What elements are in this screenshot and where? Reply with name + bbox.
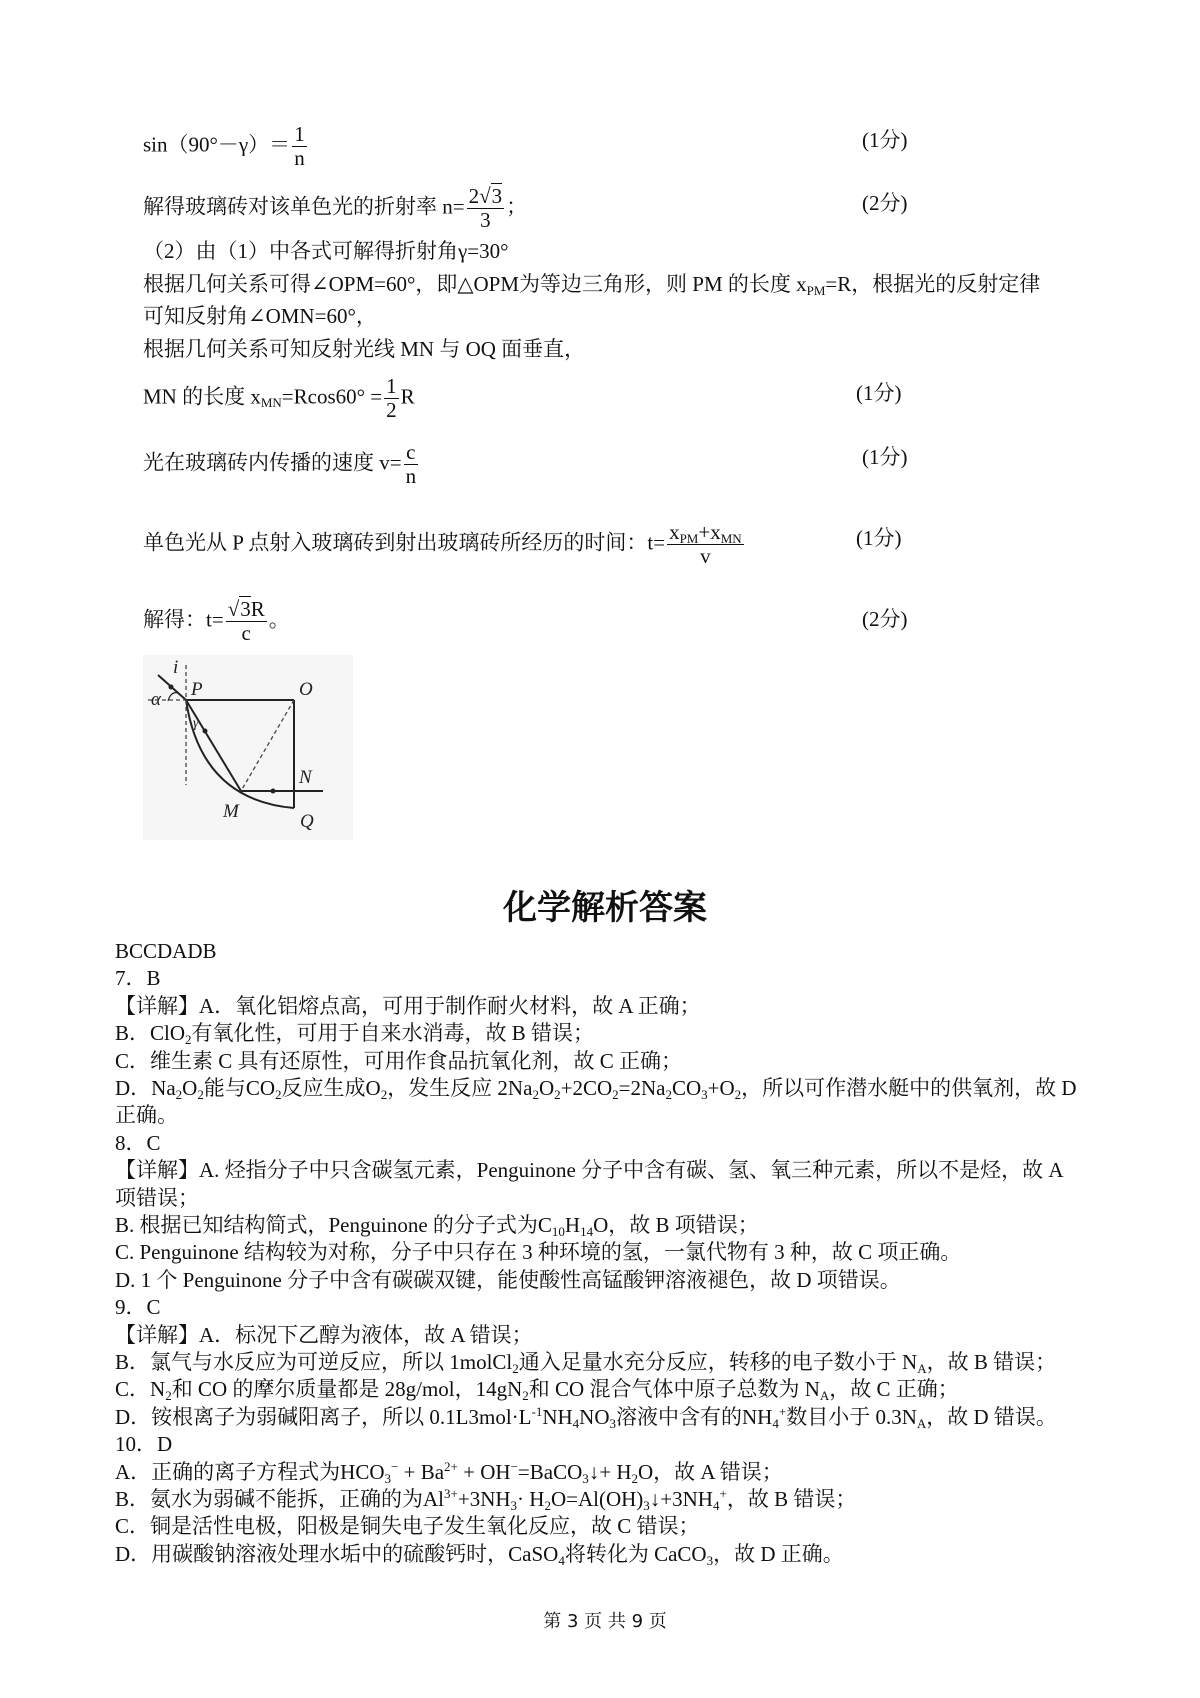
text-run: 溶液中含有的NH xyxy=(616,1404,773,1429)
text-run: 有氧化性，可用于自来水消毒，故 B 错误； xyxy=(191,1021,595,1046)
text-run: +3NH xyxy=(457,1487,511,1511)
chemistry-line xyxy=(115,1541,844,1567)
subscript: 3 xyxy=(384,1470,392,1486)
text-run: v xyxy=(700,544,711,568)
text-run: 可知反射角∠OMN=60°， xyxy=(143,304,377,328)
physics-line xyxy=(143,124,309,169)
superscript: -1 xyxy=(531,1403,543,1419)
text-run: 反应生成O xyxy=(281,1076,381,1100)
text-run: c xyxy=(241,621,251,645)
text-run: R xyxy=(400,384,415,409)
text-run: sin（90°－γ）＝ xyxy=(143,132,291,157)
chemistry-line xyxy=(115,1486,856,1512)
text-run: n xyxy=(405,464,417,488)
superscript: − xyxy=(510,1458,518,1474)
text-run: NO xyxy=(579,1404,610,1429)
text-run: 能与CO xyxy=(203,1076,276,1100)
text-run: 7．B xyxy=(115,966,161,991)
physics-line xyxy=(143,303,377,329)
text-run: ，故 B 错误； xyxy=(926,1350,1057,1374)
subscript: MN xyxy=(260,395,282,411)
subscript: 3 xyxy=(582,1470,589,1486)
text-run: · H xyxy=(517,1487,545,1511)
chemistry-line xyxy=(115,1048,682,1074)
superscript: − xyxy=(391,1458,399,1474)
text-run: 将转化为 CaCO xyxy=(564,1541,707,1566)
text-run: C. Penguinone 结构较为对称，分子中只存在 3 种环境的氢，一氯代物有 3 种，故 C 项正确。 xyxy=(115,1240,962,1265)
text-run: +x xyxy=(698,520,721,544)
denominator xyxy=(384,399,399,421)
text-run: =2Na xyxy=(618,1076,666,1100)
subscript: 2 xyxy=(275,1087,282,1102)
text-run: C．铜是活性电极，阳极是铜失电子发生氧化反应，故 C 错误； xyxy=(115,1514,700,1539)
square-root: √3 xyxy=(227,597,251,621)
numerator xyxy=(384,376,399,399)
text-run: 1 xyxy=(294,122,305,146)
label-m: M xyxy=(223,801,239,822)
chemistry-line xyxy=(115,1020,594,1046)
text-run: 10．D xyxy=(115,1432,173,1457)
subscript: 2 xyxy=(197,1087,204,1102)
text-run: 【详解】A．氧化铝熔点高，可用于制作耐火材料，故 A 正确； xyxy=(115,993,701,1018)
subscript: 3 xyxy=(706,1552,714,1568)
label-alpha: α xyxy=(151,689,161,710)
label-n: N xyxy=(299,767,312,788)
denominator xyxy=(467,209,505,231)
subscript: 4 xyxy=(558,1552,565,1568)
numerator xyxy=(467,186,505,209)
chemistry-line xyxy=(115,1376,959,1402)
text-run: C．维生素 C 具有还原性，可用作食品抗氧化剂，故 C 正确； xyxy=(115,1048,683,1073)
subscript: 2 xyxy=(512,1361,519,1376)
subscript: 4 xyxy=(772,1415,779,1431)
subscript: A xyxy=(916,1415,927,1431)
physics-line xyxy=(143,522,746,567)
text-run: O，故 A 错误； xyxy=(638,1459,783,1484)
text-run: ，故 D 错误。 xyxy=(926,1404,1057,1429)
text-run: 9．C xyxy=(115,1295,161,1320)
text-run: BCCDADB xyxy=(115,939,217,963)
chemistry-line xyxy=(115,1513,700,1539)
text-run: 根据几何关系可知反射光线 MN 与 OQ 面垂直， xyxy=(143,337,586,361)
text-run: + Ba xyxy=(398,1459,445,1484)
text-run: 2 xyxy=(386,398,397,422)
chemistry-line xyxy=(115,1185,199,1211)
text-run: =R，根据光的反射定律 xyxy=(825,272,1041,296)
chemistry-line xyxy=(115,1431,172,1457)
subscript: A xyxy=(819,1388,830,1404)
subscript: 4 xyxy=(572,1415,580,1431)
subscript: 2 xyxy=(522,1388,529,1404)
score-label: (1分) xyxy=(862,445,908,469)
text-run: （2）由（1）中各式可解得折射角γ=30° xyxy=(143,239,509,263)
subscript: 2 xyxy=(554,1087,561,1102)
chemistry-line xyxy=(115,1130,161,1156)
physics-line xyxy=(143,238,509,264)
text-run: 和 CO 混合气体中原子总数为 N xyxy=(528,1377,820,1402)
subscript: 2 xyxy=(631,1470,639,1486)
section-title: 化学解析答案 xyxy=(503,888,707,928)
numerator xyxy=(226,599,267,622)
text-run: 解得：t= xyxy=(143,607,224,632)
text-run: 【详解】A．标况下乙醇为液体，故 A 错误； xyxy=(115,1322,533,1347)
text-run: MN 的长度 x xyxy=(143,384,261,409)
text-run: 8．C xyxy=(115,1130,161,1155)
numerator xyxy=(404,442,419,465)
fraction xyxy=(667,522,744,567)
physics-line xyxy=(143,376,415,421)
text-run: ↓+3NH xyxy=(649,1487,713,1511)
subscript: 2 xyxy=(544,1498,551,1513)
text-run: O xyxy=(182,1076,198,1100)
subscript: 2 xyxy=(185,1032,192,1048)
subscript: 2 xyxy=(380,1087,388,1102)
chemistry-line xyxy=(115,938,217,964)
text-run: CO xyxy=(671,1076,702,1100)
physics-line xyxy=(143,442,420,487)
subscript: 3 xyxy=(609,1415,617,1431)
denominator xyxy=(667,545,744,567)
chemistry-line xyxy=(115,1157,1063,1183)
text-run: H xyxy=(564,1213,581,1237)
text-run: ； xyxy=(506,194,528,219)
text-run: +O xyxy=(707,1076,735,1100)
text-run: O=Al(OH) xyxy=(550,1487,644,1511)
superscript: 3+ xyxy=(444,1486,458,1501)
text-run: 数目小于 0.3N xyxy=(786,1404,917,1429)
subscript: 4 xyxy=(712,1498,720,1513)
label-o: O xyxy=(299,679,313,700)
text-run: c xyxy=(406,440,416,464)
denominator xyxy=(226,622,267,644)
chemistry-line xyxy=(115,1459,783,1485)
subscript: 3 xyxy=(510,1498,518,1513)
fraction xyxy=(404,442,419,487)
subscript: 2 xyxy=(734,1087,742,1102)
score-label: (2分) xyxy=(862,191,908,215)
text-run: 【详解】A. 烃指分子中只含碳氢元素，Penguinone 分子中含有碳、氢、氧三种元素，所以不是烃，故 A xyxy=(115,1158,1064,1183)
text-run: 2 xyxy=(468,184,480,208)
text-run: 1 xyxy=(386,374,397,398)
chemistry-line xyxy=(115,1404,1057,1430)
subscript: 2 xyxy=(532,1087,539,1102)
chemistry-line xyxy=(115,993,701,1019)
text-run: B．ClO xyxy=(115,1021,186,1046)
page-footer: 第 3 页 共 9 页 xyxy=(543,1611,667,1632)
subscript: 2 xyxy=(612,1087,619,1102)
square-root: √3 xyxy=(479,184,503,208)
subscript: PM xyxy=(806,283,826,298)
text-run: 3 xyxy=(480,208,491,232)
physics-line xyxy=(143,271,1040,297)
fraction xyxy=(384,376,399,421)
physics-line xyxy=(143,186,527,231)
fraction xyxy=(226,599,267,644)
score-label: (1分) xyxy=(856,526,902,550)
chemistry-line xyxy=(115,1267,901,1293)
text-run: A．正确的离子方程式为HCO xyxy=(115,1459,385,1484)
label-gamma: γ xyxy=(193,716,199,731)
superscript: + xyxy=(778,1403,787,1419)
subscript: 3 xyxy=(701,1087,708,1102)
text-run: D．用碳酸钠溶液处理水垢中的硫酸钙时，CaSO xyxy=(115,1541,559,1566)
subscript: 10 xyxy=(551,1224,565,1239)
text-run: 根据几何关系可得∠OPM=60°，即△OPM为等边三角形，则 PM 的长度 x xyxy=(143,272,807,296)
text-run: =BaCO xyxy=(517,1459,583,1484)
text-run: D．Na xyxy=(115,1076,176,1100)
text-run: 项错误； xyxy=(115,1185,199,1210)
subscript: 3 xyxy=(643,1498,650,1513)
superscript: + xyxy=(719,1486,727,1501)
subscript: 14 xyxy=(580,1224,594,1239)
subscript: 2 xyxy=(175,1087,183,1102)
text-run: 和 CO 的摩尔质量都是 28g/mol，14gN xyxy=(171,1377,523,1402)
text-run: ，发生反应 2Na xyxy=(387,1076,533,1100)
text-run: ，故 B 错误； xyxy=(726,1487,857,1511)
subscript: A xyxy=(917,1361,927,1376)
text-run: 通入足量水充分反应，转移的电子数小于 N xyxy=(518,1350,918,1374)
text-run: 解得玻璃砖对该单色光的折射率 n= xyxy=(143,194,465,219)
text-run: 单色光从 P 点射入玻璃砖到射出玻璃砖所经历的时间：t= xyxy=(143,530,666,555)
text-run: C．N xyxy=(115,1377,166,1402)
text-run: R xyxy=(250,597,265,621)
score-label: (1分) xyxy=(856,381,902,405)
denominator xyxy=(292,147,307,169)
numerator xyxy=(292,124,307,147)
label-p: P xyxy=(191,679,203,700)
text-run: n xyxy=(294,146,305,170)
text-run: O xyxy=(538,1076,555,1100)
chemistry-line xyxy=(115,1322,533,1348)
chemistry-line xyxy=(115,1294,161,1320)
chemistry-line xyxy=(115,1212,759,1238)
text-run: ，故 D 正确。 xyxy=(713,1541,844,1566)
text-run: B．氨水为弱碱不能拆，正确的为Al xyxy=(115,1487,445,1511)
text-run: ，故 C 正确； xyxy=(829,1377,959,1402)
text-run: D. 1 个 Penguinone 分子中含有碳碳双键，能使酸性高锰酸钾溶液褪色，故 D 项错误。 xyxy=(115,1267,901,1292)
chemistry-line xyxy=(115,1239,961,1265)
text-run: ，所以可作潜水艇中的供氧剂，故 D xyxy=(741,1076,1077,1100)
label-q: Q xyxy=(300,811,314,832)
chemistry-line xyxy=(115,1349,1056,1375)
text-run: 。 xyxy=(268,607,290,632)
text-run: + OH xyxy=(457,1459,511,1484)
text-run: O，故 B 项错误； xyxy=(593,1213,759,1237)
physics-line xyxy=(143,599,290,644)
text-run: x xyxy=(669,520,680,544)
text-run: ↓+ H xyxy=(588,1459,632,1484)
text-run: B．氯气与水反应为可逆反应，所以 1molCl xyxy=(115,1350,513,1374)
subscript: PM xyxy=(679,531,699,546)
text-run: D．铵根离子为弱碱阳离子，所以 0.1L3mol·L xyxy=(115,1404,532,1429)
text-run: =Rcos60° = xyxy=(281,384,383,409)
fraction xyxy=(292,124,307,169)
chemistry-line xyxy=(115,1075,1077,1101)
numerator xyxy=(667,522,744,545)
chemistry-line xyxy=(115,965,161,991)
text-run: +2CO xyxy=(560,1076,613,1100)
subscript: MN xyxy=(720,531,742,546)
text-run: NH xyxy=(542,1404,573,1429)
score-label: (1分) xyxy=(862,128,908,152)
text-run: 正确。 xyxy=(115,1103,178,1128)
denominator xyxy=(404,465,419,487)
optics-diagram xyxy=(143,655,353,840)
superscript: 2+ xyxy=(444,1458,458,1474)
subscript: 2 xyxy=(165,1388,172,1404)
fraction xyxy=(467,186,505,231)
score-label: (2分) xyxy=(862,607,908,631)
label-i: i xyxy=(173,657,179,678)
physics-line xyxy=(143,336,585,362)
text-run: 光在玻璃砖内传播的速度 v= xyxy=(143,450,402,475)
chemistry-line xyxy=(115,1102,178,1128)
text-run: B. 根据已知结构简式，Penguinone 的分子式为C xyxy=(115,1213,552,1237)
subscript: 2 xyxy=(665,1087,672,1102)
